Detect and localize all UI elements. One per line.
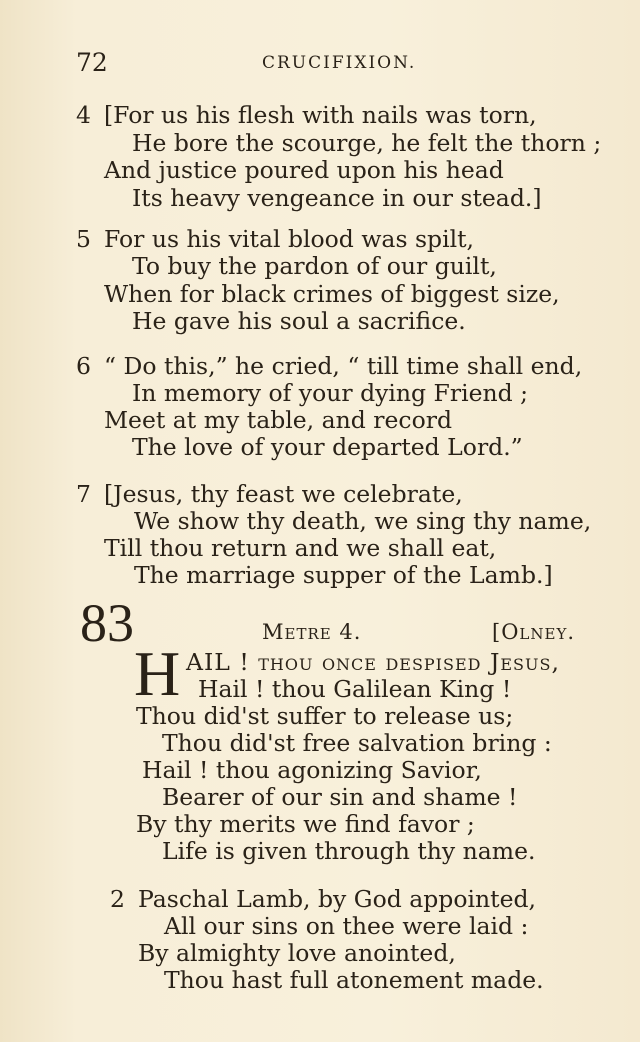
verse-line: Life is given through thy name. xyxy=(162,837,536,865)
stanza-number: 7 xyxy=(76,480,91,508)
stanza-number: 4 xyxy=(76,101,91,129)
verse-line: “ Do this,” he cried, “ till time shall end, xyxy=(104,352,583,380)
verse-line: Hail ! thou agonizing Savior, xyxy=(142,756,482,784)
verse-line: By almighty love anointed, xyxy=(138,939,456,967)
verse-line: Its heavy vengeance in our stead.] xyxy=(132,184,542,212)
verse-line: Hail ! thou Galilean King ! xyxy=(198,675,512,703)
page-number: 72 xyxy=(76,48,108,77)
verse-line: He bore the scourge, he felt the thorn ; xyxy=(132,129,602,157)
verse-line: When for black crimes of biggest size, xyxy=(104,280,560,308)
drop-cap: H xyxy=(134,638,181,709)
verse-line: The marriage supper of the Lamb.] xyxy=(134,561,553,589)
verse-line: The love of your departed Lord.” xyxy=(132,433,523,461)
verse-line: To buy the pardon of our guilt, xyxy=(132,252,497,280)
verse-line: And justice poured upon his head xyxy=(104,156,504,184)
page-header xyxy=(0,48,640,80)
verse-line: Meet at my table, and record xyxy=(104,406,452,434)
verse-line: All our sins on thee were laid : xyxy=(164,912,529,940)
verse-line: AIL ! thou once despised Jesus, xyxy=(186,648,560,676)
verse-line: [For us his flesh with nails was torn, xyxy=(104,101,537,129)
verse-line: For us his vital blood was spilt, xyxy=(104,225,475,253)
hymn-number: 83 xyxy=(80,593,134,653)
verse-line: Thou did'st free salvation bring : xyxy=(162,729,552,757)
verse-line: [Jesus, thy feast we celebrate, xyxy=(104,480,463,508)
tune-name: [Olney. xyxy=(492,620,576,644)
verse-line: Thou did'st suffer to release us; xyxy=(136,702,514,730)
verse-line: He gave his soul a sacrifice. xyxy=(132,307,466,335)
verse-line: Bearer of our sin and shame ! xyxy=(162,783,518,811)
stanza-number: 5 xyxy=(76,225,91,253)
verse-line: Till thou return and we shall eat, xyxy=(104,534,497,562)
verse-line: Paschal Lamb, by God appointed, xyxy=(138,885,536,913)
meter-label: Metre 4. xyxy=(262,620,362,644)
stanza-number: 2 xyxy=(110,885,125,913)
verse-line: Thou hast full atonement made. xyxy=(164,966,544,994)
verse-line: By thy merits we find favor ; xyxy=(136,810,475,838)
verse-line: We show thy death, we sing thy name, xyxy=(134,507,592,535)
running-head: CRUCIFIXION. xyxy=(262,53,417,73)
stanza-number: 6 xyxy=(76,352,91,380)
verse-line: In memory of your dying Friend ; xyxy=(132,379,529,407)
